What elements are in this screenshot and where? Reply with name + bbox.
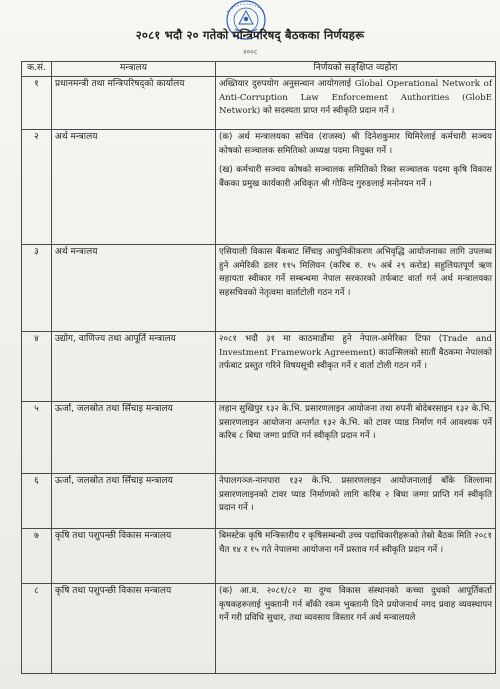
ministry-name: ऊर्जा, जलस्रोत तथा सिँचाइ मन्त्रालय [52, 402, 216, 474]
row-number: ७ [22, 529, 52, 584]
row-number: १ [22, 77, 52, 130]
row-number: ८ [22, 584, 52, 674]
table-row [22, 584, 496, 674]
row-number: ६ [22, 474, 52, 529]
ministry-name: कृषि तथा पशुपन्छी विकास मन्त्रालय [52, 529, 216, 584]
column-header-decision: निर्णयको सङ्क्षिप्त व्यहोरा [216, 62, 496, 77]
decision-text: २०८१ भदौ ३१ मा काठमाडौंमा हुने नेपाल-अमेरिका टिफा (Trade and Investment Framework Agreement) काउन्सिलको सातौं बैठकमा नेपालको तर्फबाट प्रस्तुत गरिने विषयसूची स्वीकृत गर्ने र वार्ता टोली गठन गर्ने । [216, 332, 496, 402]
column-header-ministry: मन्त्रालय [52, 62, 216, 77]
seal-year: २००८ [243, 48, 258, 56]
decision-text: एसियाली विकास बैंकबाट सिँचाइ आधुनिकीकरण अभिवृद्धि आयोजनाका लागि उपलब्ध हुने अमेरिकी डलर ११५ मिलियन (करिब रु. १५ अर्ब २९ करोड) सहुलियतपूर्ण ऋण सहायता स्वीकार गर्ने सम्बन्धमा नेपाल सरकारको तर्फबाट वार्ता गर्न अर्थ मन्त्रालयका सहसचिवको नेतृत्वमा वार्ताटोली गठन गर्ने । [216, 245, 496, 332]
column-header-sn: क.सं. [22, 62, 52, 77]
row-number: २ [22, 130, 52, 245]
ministry-name: अर्थ मन्त्रालय [52, 130, 216, 245]
table-row [22, 77, 496, 130]
ministry-name: अर्थ मन्त्रालय [52, 245, 216, 332]
table-header-row [22, 62, 496, 77]
decision-text: अख्तियार दुरुपयोग अनुसन्धान आयोगलाई Global Operational Network of Anti-Corruption Law Enforcement Authorities (GlobE Network) को सदस्यता प्राप्त गर्न स्वीकृति प्रदान गर्ने । [216, 77, 496, 130]
decision-item: (ख) कर्मचारी सञ्चय कोषको सञ्चालक समितिको रिक्त सञ्चालक पदमा कृषि विकास बैंकका प्रमुख कार्यकारी अधिकृत श्री गोविन्द गुरुङलाई मनोनयन गर्ने । [219, 165, 492, 189]
row-number: ३ [22, 245, 52, 332]
row-number: ४ [22, 332, 52, 402]
decision-text: बिमस्टेक कृषि मन्त्रिस्तरीय र कृषिसम्बन्धी उच्च पदाधिकारीहरूको तेस्रो बैठक मिति २०८१ चैत १४ र १५ गते नेपालमा आयोजना गर्ने प्रस्ताव गर्न स्वीकृति प्रदान गर्ने । [216, 529, 496, 584]
ministry-name: प्रधानमन्त्री तथा मन्त्रिपरिषद्को कार्यालय [52, 77, 216, 130]
table-row [22, 474, 496, 529]
table-row [22, 130, 496, 245]
table-row [22, 529, 496, 584]
decisions-table [21, 61, 496, 674]
decision-text [216, 130, 496, 245]
row-number: ५ [22, 402, 52, 474]
decision-item: (क) अर्थ मन्त्रालयका सचिव (राजस्व) श्री दिनेशकुमार घिमिरेलाई कर्मचारी सञ्चय कोषको सञ्चालक समितिको अध्यक्ष पदमा नियुक्त गर्ने । [219, 132, 492, 156]
decision-text: (क) आ.व. २०८१/८२ मा दुग्ध विकास संस्थानको कच्चा दुधको आपूर्तिकर्ता कृषकहरूलाई भुक्तानी गर्न बाँकी रकम भुक्तानी दिने प्रयोजनार्थ नगद प्रवाह व्यवस्थापन गर्ने गरी प्रविधि सुधार, तथा व्यवसाय विस्तार गर्न अर्थ मन्त्रालयले [216, 584, 496, 674]
decision-text: लहान सुखिपुर १३२ के.भि. प्रसारणलाइन आयोजना तथा रुपनी बोदेबरसाइन १३२ के.भि. प्रसारणलाइन आयोजना अन्तर्गत १३२ के.भि. को टावर प्याड निर्माण गर्न आवश्यक पर्ने करिब ८ बिघा जग्गा प्राप्ति गर्न स्वीकृति प्रदान गर्ने । [216, 402, 496, 474]
ministry-name: कृषि तथा पशुपन्छी विकास मन्त्रालय [52, 584, 216, 674]
ministry-name: ऊर्जा, जलस्रोत तथा सिँचाइ मन्त्रालय [52, 474, 216, 529]
table-row [22, 332, 496, 402]
page-title: २०८१ भदौ २० गतेको मन्त्रिपरिषद् बैठकका निर्णयहरू [135, 28, 365, 42]
ministry-name: उद्योग, वाणिज्य तथा आपूर्ति मन्त्रालय [52, 332, 216, 402]
table-row [22, 245, 496, 332]
table-row [22, 402, 496, 474]
decision-text: नेपालगञ्ज-नानपारा १३२ के.भि. प्रसारणलाइन आयोजनालाई बाँके जिल्लामा प्रसारणलाइनको टावर प्याड निर्माणको लागि करिब २ बिघा जग्गा प्राप्ति गर्न स्वीकृति प्रदान गर्ने । [216, 474, 496, 529]
